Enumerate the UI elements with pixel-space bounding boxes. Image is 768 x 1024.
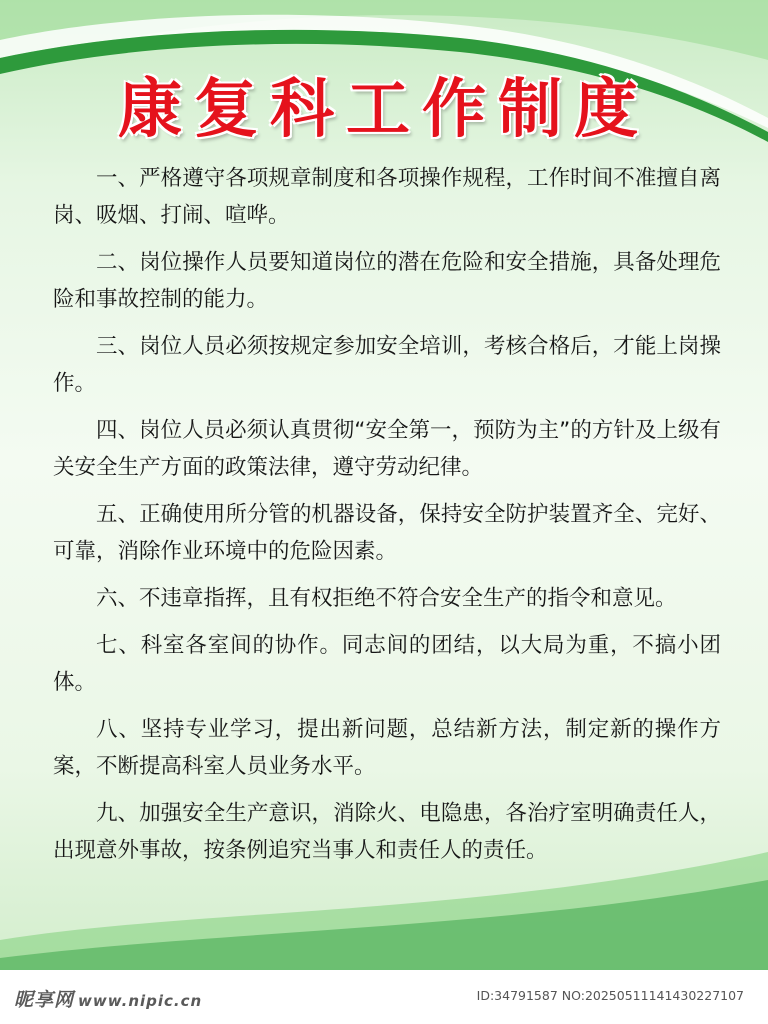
- rule-item: 八、坚持专业学习，提出新问题，总结新方法，制定新的操作方案，不断提高科室人员业务水平。: [53, 717, 721, 779]
- rule-item: 七、科室各室间的协作。同志间的团结，以大局为重，不搞小团体。: [53, 633, 721, 695]
- rule-item: 一、严格遵守各项规章制度和各项操作规程，工作时间不准擅自离岗、吸烟、打闹、喧哗。: [53, 166, 721, 228]
- rule-item: 三、岗位人员必须按规定参加安全培训，考核合格后，才能上岗操作。: [53, 334, 721, 396]
- rule-item: 六、不违章指挥，且有权拒绝不符合安全生产的指令和意见。: [96, 586, 677, 611]
- rule-item: 四、岗位人员必须认真贯彻“安全第一，预防为主”的方针及上级有关安全生产方面的政策法律，遵守劳动纪律。: [53, 418, 721, 480]
- rule-item: 二、岗位操作人员要知道岗位的潜在危险和安全措施，具备处理危险和事故控制的能力。: [53, 250, 721, 312]
- watermark-logo: [14, 985, 202, 1012]
- rule-item: 九、加强安全生产意识，消除火、电隐患，各治疗室明确责任人，出现意外事故，按条例追究当事人和责任人的责任。: [53, 801, 721, 863]
- watermark-logo-text: 昵享网: [14, 989, 75, 1011]
- watermark-id: ID:34791587 NO:20250511141430227107: [476, 988, 744, 1003]
- rule-item: 五、正确使用所分管的机器设备，保持安全防护装置齐全、完好、可靠，消除作业环境中的危险因素。: [53, 502, 721, 564]
- page-title: 康复科工作制度: [118, 73, 650, 147]
- watermark-url: www.nipic.cn: [78, 992, 203, 1010]
- rules-list: [53, 160, 721, 879]
